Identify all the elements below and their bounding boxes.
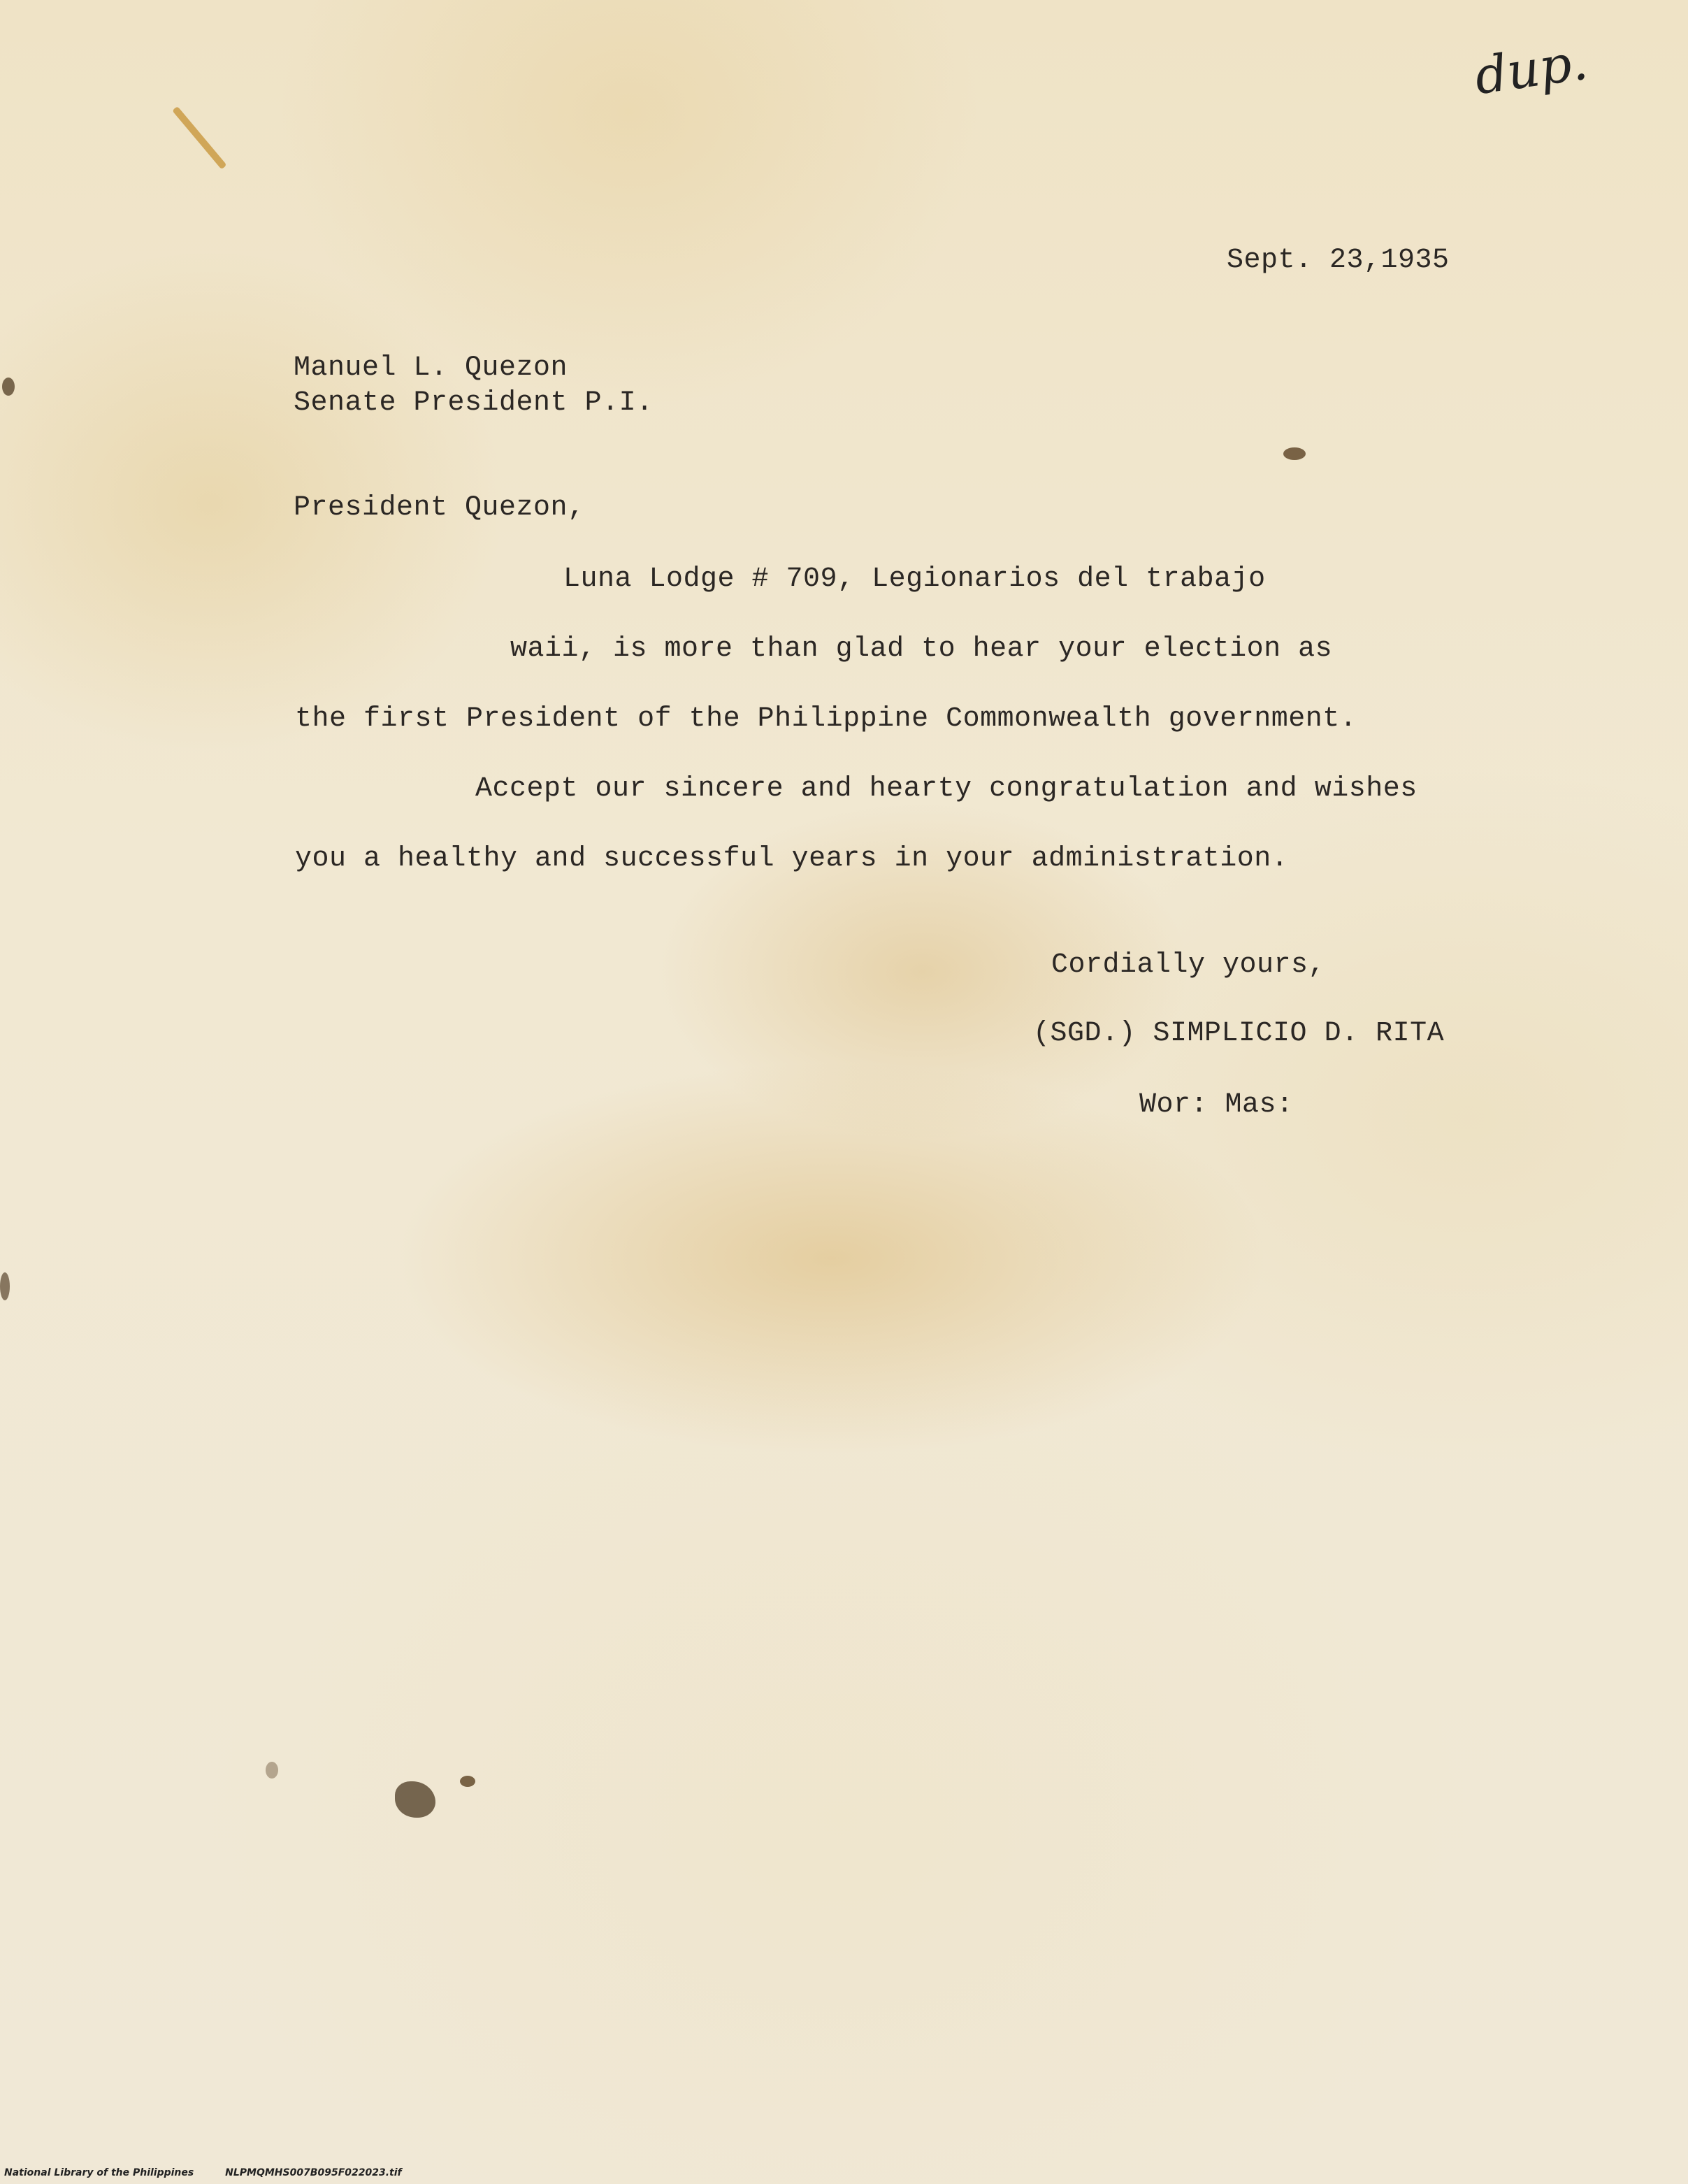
signature: (SGD.) SIMPLICIO D. RITA <box>1033 1018 1445 1049</box>
stain-mark <box>395 1781 435 1818</box>
body-line: waii, is more than glad to hear your election as <box>510 633 1333 665</box>
body-line: Accept our sincere and hearty congratulation and wishes <box>475 773 1418 805</box>
archive-footer <box>4 2166 430 2180</box>
body-line: the first President of the Philippine Commonwealth government. <box>295 703 1357 735</box>
signature-title: Wor: Mas: <box>1139 1089 1294 1121</box>
stain-mark <box>1283 447 1306 460</box>
recipient-name: Manuel L. Quezon <box>294 352 568 384</box>
body-line: Luna Lodge # 709, Legionarios del trabajo <box>563 563 1266 595</box>
footer-file-name: NLPMQMHS007B095F022023.tif <box>225 2167 402 2178</box>
footer-institution: National Library of the Philippines <box>4 2167 194 2178</box>
stain-mark <box>0 1272 10 1300</box>
body-line: you a healthy and successful years in your administration. <box>295 843 1289 875</box>
letter-date: Sept. 23,1935 <box>1227 245 1450 276</box>
paper-fiber-mark <box>172 106 226 170</box>
stain-mark <box>266 1762 278 1779</box>
recipient-title: Senate President P.I. <box>294 387 654 419</box>
salutation: President Quezon, <box>294 492 585 524</box>
closing: Cordially yours, <box>1051 949 1326 981</box>
handwritten-note: dup. <box>1471 31 1592 106</box>
stain-mark <box>460 1776 475 1787</box>
stain-mark <box>2 378 15 396</box>
